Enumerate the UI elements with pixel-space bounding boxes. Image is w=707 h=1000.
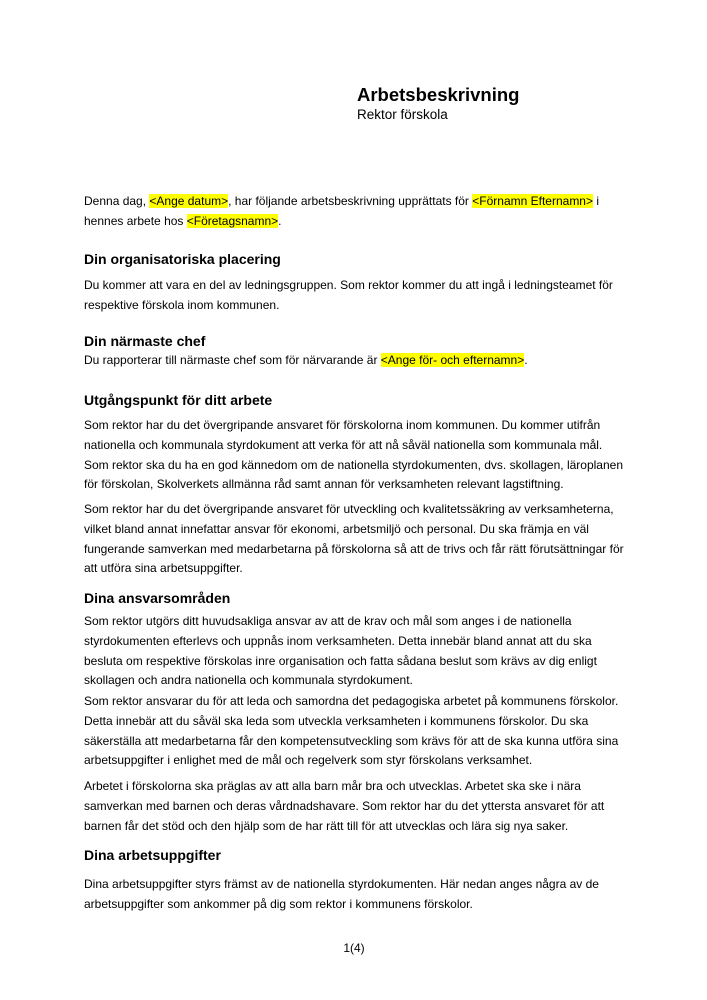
text-run: , har följande arbetsbeskrivning upprättats för (228, 194, 473, 208)
text-run: Som rektor ansvarar du för att leda och samordna det pedagogiska arbetet på kommunens förskolor. Detta innebär att du såväl ska leda som utveckla verksamheten i kommunens förskolor. Du ska säkerställa att medarbetarna får den kompetensutveckling som krävs för att de ska kunna utföra sina arbetsuppgifter i enlighet med de mål och regelverk som styr förskolans verksamhet. (84, 694, 619, 768)
text-run: Dina arbetsuppgifter styrs främst av de nationella styrdokumenten. Här nedan anges några av de arbetsuppgifter som ankommer på dig som rektor i kommunens förskolor. (84, 877, 599, 911)
paragraph-narmaste-chef (84, 351, 624, 371)
paragraph-ansvarsomraden-3 (84, 777, 624, 836)
text-run: Arbetet i förskolorna ska präglas av att alla barn mår bra och utvecklas. Arbetet ska ske i nära samverkan med barnen och deras vårdnadshavare. Som rektor har du det yttersta ansvaret för att barnen får det stöd och den hjälp som de har rätt till för att utvecklas och lära sig nya saker. (84, 779, 605, 833)
text-run: Som rektor har du det övergripande ansvaret för utveckling och kvalitetssäkring av verksamheterna, vilket bland annat innefattar ansvar för ekonomi, arbetsmiljö och personal. Du ska främja en väl fungerande samverkan med medarbetarna på förskolorna så att de trivs och får rätt förutsättningar för att utföra sina arbetsuppgifter. (84, 502, 624, 576)
paragraph-arbetsuppgifter (84, 875, 624, 915)
text-run: Denna dag, (84, 194, 150, 208)
placeholder-field: <Förnamn Efternamn> (472, 194, 593, 208)
text-run: Som rektor har du det övergripande ansvaret för förskolorna inom kommunen. Du kommer utifrån nationella och kommunala styrdokument att verka för att nå såväl nationella som kommunala mål. Som rektor ska du ha en god kännedom om de nationella styrdokumenten, dvs. skollagen, läroplanen för förskolan, Skolverkets allmänna råd samt annan för verksamheten relevant lagstiftning. (84, 418, 623, 492)
intro-paragraph (84, 192, 624, 232)
paragraph-utgangspunkt-2 (84, 500, 624, 579)
text-run: Du kommer att vara en del av ledningsgruppen. Som rektor kommer du att ingå i ledningsteamet för respektive förskola inom kommunen. (84, 278, 613, 312)
placeholder-field: <Ange datum> (149, 194, 229, 208)
text-run: Du rapporterar till närmaste chef som för närvarande är (84, 353, 381, 367)
paragraph-ansvarsomraden-1 (84, 612, 624, 691)
document-header (357, 84, 519, 123)
section-heading-din-narmaste-chef: Din närmaste chef (84, 333, 206, 349)
paragraph-organisatorisk-placering (84, 276, 624, 316)
paragraph-ansvarsomraden-2 (84, 692, 624, 771)
section-heading-utgangspunkt: Utgångspunkt för ditt arbete (84, 392, 273, 408)
document-title: Arbetsbeskrivning (357, 84, 520, 105)
page-number: 1(4) (343, 941, 365, 955)
text-run: . (278, 213, 282, 228)
text-run: Som rektor utgörs ditt huvudsakliga ansvar av att de krav och mål som anges i de nationella styrdokumenten efterlevs och uppnås inom verksamheten. Detta innebär bland annat att du ska besluta om respektive förskolas inre organisation och fatta sådana beslut som krävs av dig enligt skollagen och andra nationella och kommunala styrdokument. (84, 614, 597, 688)
section-heading-dina-ansvarsomraden: Dina ansvarsområden (84, 590, 231, 606)
paragraph-utgangspunkt-1 (84, 416, 624, 495)
placeholder-field: <Ange för- och efternamn> (380, 353, 525, 367)
placeholder-field: <Företagsnamn> (186, 213, 279, 228)
text-run: i hennes arbete hos (84, 194, 599, 228)
text-run: . (524, 353, 528, 367)
document-subtitle: Rektor förskola (357, 107, 448, 122)
section-heading-din-organisatoriska-placering: Din organisatoriska placering (84, 251, 281, 267)
section-heading-dina-arbetsuppgifter: Dina arbetsuppgifter (84, 847, 221, 863)
